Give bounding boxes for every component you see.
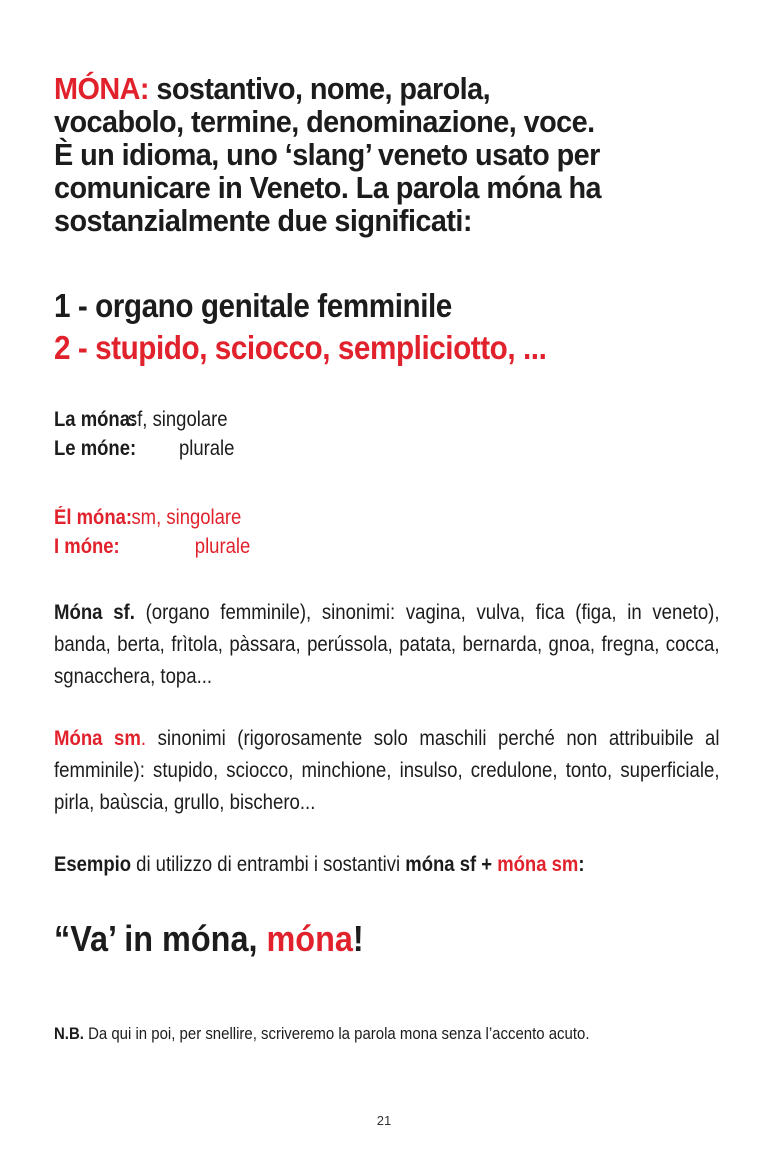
form-row — [54, 434, 234, 463]
form-row — [54, 405, 234, 434]
example-lead: Esempio — [54, 853, 132, 876]
heading-line-3: È un idioma, uno ‘slang’ veneto usato per — [54, 137, 600, 172]
form-desc: sm, singolare — [131, 506, 242, 529]
synonyms-sm-dot: . — [140, 727, 147, 750]
example-text: di utilizzo di entrambi i sostantivi — [131, 853, 406, 876]
form-row — [54, 503, 250, 532]
example-quote — [54, 917, 364, 961]
example-term-sm: móna sm — [497, 853, 579, 876]
form-term: I móne: — [54, 535, 120, 558]
example-line — [54, 850, 584, 880]
synonyms-sf-text: (organo femminile), sinonimi: vagina, vulva, fica (figa, in veneto), banda, berta, frìtola, pàssara, perússola, patata, bernarda, gnoa, fregna, cocca, sgnacchera, topa... — [54, 601, 720, 688]
quote-part-3: ! — [352, 918, 364, 959]
synonyms-masculine-paragraph — [54, 723, 720, 819]
synonyms-feminine-paragraph — [54, 597, 720, 693]
form-row — [54, 532, 250, 561]
heading-line-1: sostantivo, nome, parola, — [148, 71, 491, 106]
meaning-2: 2 - stupido, sciocco, sempliciotto, ... — [54, 329, 547, 366]
meanings-list — [54, 285, 546, 369]
feminine-forms — [54, 405, 234, 463]
form-desc: sf, singolare — [127, 408, 228, 431]
form-term: La móna: — [54, 408, 137, 431]
meaning-1: 1 - organo genitale femminile — [54, 287, 452, 324]
heading-line-2: vocabolo, termine, denominazione, voce. — [54, 104, 595, 139]
form-desc: plurale — [194, 535, 251, 558]
synonyms-sf-term: Móna sf. — [54, 601, 135, 624]
quote-part-1: “Va’ in móna, — [54, 918, 267, 959]
definition-heading — [54, 72, 686, 237]
note-lead: N.B. — [54, 1024, 84, 1043]
quote-part-2: móna — [266, 918, 353, 959]
note-text: Da qui in poi, per snellire, scriveremo la parola mona senza l’accento acuto. — [83, 1024, 590, 1043]
synonyms-sm-term: Móna sm — [54, 727, 141, 750]
form-desc: plurale — [178, 437, 235, 460]
page-number: 21 — [376, 1113, 392, 1128]
example-term-sf: móna sf — [405, 853, 477, 876]
footnote — [54, 1022, 589, 1046]
example-colon: : — [578, 853, 585, 876]
heading-line-4: comunicare in Veneto. La parola móna ha — [54, 170, 601, 205]
example-plus: + — [476, 853, 498, 876]
heading-term: MÓNA: — [54, 71, 149, 106]
heading-line-5: sostanzialmente due significati: — [54, 203, 472, 238]
form-term: Le móne: — [54, 437, 137, 460]
form-term: Él móna: — [54, 506, 133, 529]
masculine-forms — [54, 503, 250, 561]
synonyms-sm-text: sinonimi (rigorosamente solo maschili perché non attribuibile al femminile): stupido, sciocco, minchione, insulso, credulone, tonto, superficiale, pirla, baùscia, grullo, bischero... — [54, 727, 720, 814]
